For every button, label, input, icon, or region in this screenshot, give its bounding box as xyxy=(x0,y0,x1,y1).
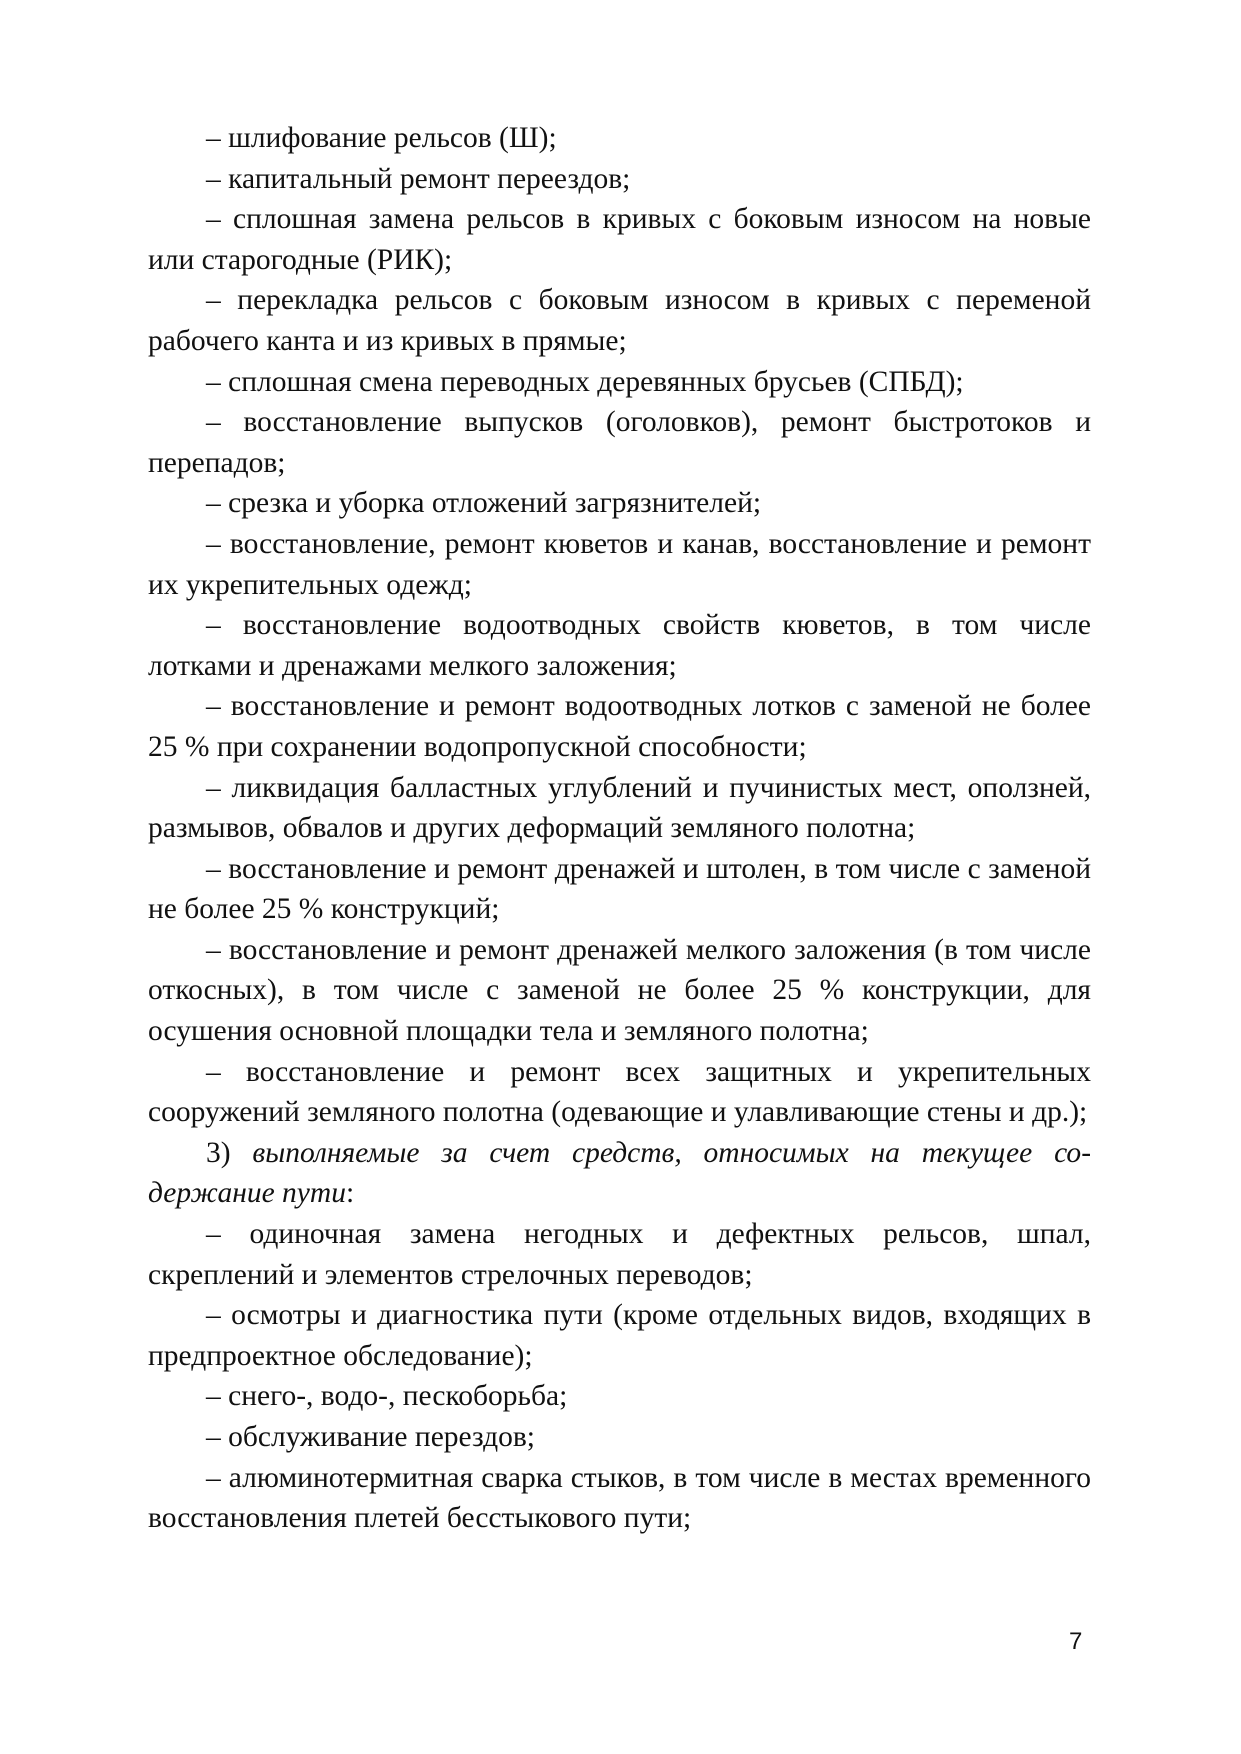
paragraph: – восстановление водоотводных свойств кюветов, в том числе лотками и дренажами мелкого заложения; xyxy=(148,609,1091,682)
paragraph: – шлифование рельсов (Ш); xyxy=(206,122,557,154)
section-number: 3) xyxy=(206,1136,253,1169)
paragraph: – обслуживание перездов; xyxy=(206,1421,535,1453)
paragraph: – одиночная замена негодных и дефектных рельсов, шпал, скреплений и элементов стрелочных переводов; xyxy=(148,1218,1091,1291)
paragraph: – восстановление выпусков (оголовков), ремонт быстротоков и перепадов; xyxy=(148,406,1091,479)
paragraph: – капитальный ремонт переездов; xyxy=(206,162,631,195)
paragraph: – срезка и уборка отложений загрязнителей; xyxy=(206,487,762,520)
section-title-suffix: : xyxy=(345,1177,355,1210)
body-text xyxy=(148,118,1091,1539)
section-heading xyxy=(148,1133,1091,1214)
paragraph: – алюминотермитная сварка стыков, в том числе в местах временного восстановления плетей бесстыкового пути; xyxy=(148,1461,1091,1535)
paragraph: – снего-, водо-, пескоборьба; xyxy=(206,1380,568,1413)
paragraph: – восстановление и ремонт дренажей и штолен, в том числе с заменой не более 25 % конструкций; xyxy=(148,852,1091,926)
page-number: 7 xyxy=(1069,1628,1083,1655)
paragraph: – восстановление, ремонт кюветов и канав, восстановление и ремонт их укрепительных одежд; xyxy=(148,527,1091,601)
paragraph: – сплошная смена переводных деревянных брусьев (СПБД); xyxy=(206,365,964,398)
paragraph: – восстановление и ремонт всех защитных и укрепительных сооружений земляного полотна (одевающие и улавливающие стены и др.); xyxy=(148,1055,1091,1129)
paragraph: – сплошная замена рельсов в кривых с боковым износом на новые или старогодные (РИК); xyxy=(148,203,1091,276)
paragraph: – ликвидация балластных углублений и пучинистых мест, оползней, размывов, обвалов и других деформаций земляного полотна; xyxy=(148,771,1091,845)
paragraph: – восстановление и ремонт дренажей мелкого заложения (в том числе откосных), в том числе с заменой не более 25 % конструкции, для осушения основной площадки тела и земляного полотна; xyxy=(148,933,1091,1048)
paragraph: – восстановление и ремонт водоотводных лотков с заменой не более 25 % при сохранении водопропускной способности; xyxy=(148,690,1091,763)
paragraph: – перекладка рельсов с боковым износом в кривых с переменой рабочего канта и из кривых в прямые; xyxy=(148,284,1091,357)
section-title-italic: выполняемые за счет средств, относимых на текущее содержание пути xyxy=(148,1136,1092,1210)
paragraph: – осмотры и диагностика пути (кроме отдельных видов, входящих в предпроектное обследование); xyxy=(148,1299,1091,1372)
